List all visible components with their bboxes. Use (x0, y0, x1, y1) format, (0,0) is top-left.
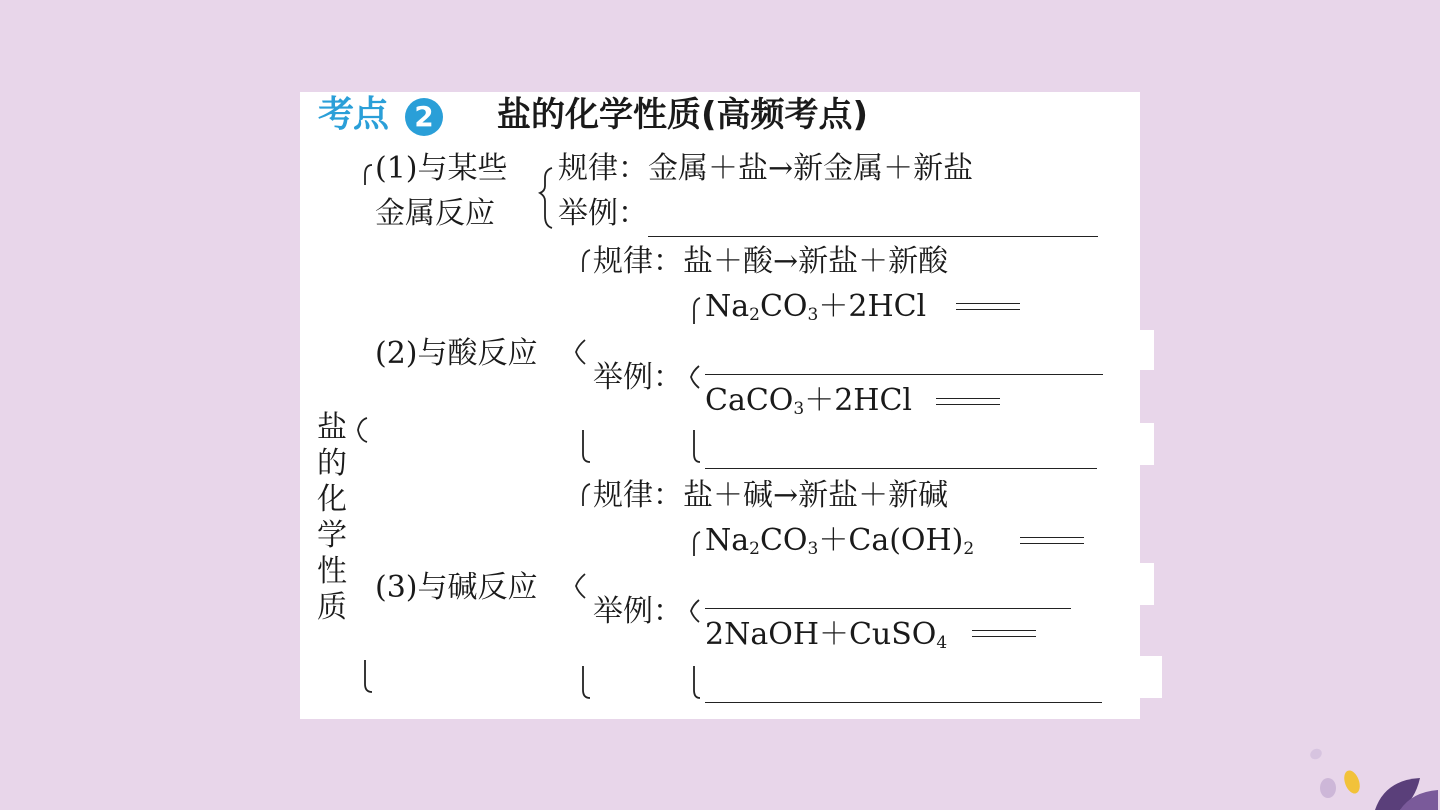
section2-example-brace (691, 366, 699, 388)
section3-example-brace (691, 600, 699, 622)
section1-brace (540, 168, 552, 228)
section2-example2-equals (936, 398, 1000, 405)
section2-example-brace (694, 298, 700, 324)
section1-label-line2: 金属反应 (375, 196, 495, 231)
root-label-char: 的 (317, 446, 347, 481)
root-label-char: 性 (317, 554, 347, 589)
section3-example-brace (694, 532, 700, 556)
section1-label-line1: (1)与某些 (375, 151, 508, 186)
section3-example1-equals (1020, 537, 1084, 544)
section2-example-label: 举例： (593, 360, 683, 395)
section2-brace (583, 250, 590, 272)
section2-example2-blank (705, 468, 1097, 469)
heading-label: 考点 (318, 94, 389, 135)
section2-example-brace (694, 430, 700, 462)
section2-brace (576, 340, 585, 364)
section2-label: (2)与酸反应 (375, 336, 538, 371)
root-label-char: 盐 (317, 410, 347, 445)
heading-title: 盐的化学性质(高频考点) (497, 95, 869, 135)
section3-label: (3)与碱反应 (375, 570, 538, 605)
section2-rule: 规律：盐＋酸→新盐＋新酸 (593, 244, 949, 279)
section3-brace (576, 574, 585, 598)
section3-example2-blank (705, 702, 1102, 703)
root-label-char: 学 (317, 518, 347, 553)
section3-rule: 规律：盐＋碱→新盐＋新碱 (593, 478, 949, 513)
section2-brace (583, 430, 590, 462)
section3-example1-blank (705, 608, 1071, 609)
root-brace (365, 660, 372, 692)
heading-number-badge: 2 (405, 98, 443, 136)
section3-brace (583, 666, 590, 698)
section3-example-label: 举例： (593, 594, 683, 629)
root-label-char: 化 (317, 482, 347, 517)
section2-example1-equation: $Na_2CO_3+2HCl$ (705, 289, 927, 325)
section3-example1-equation: $Na_2CO_3+Ca(OH)_2$ (705, 523, 975, 559)
root-label-char: 质 (317, 590, 347, 625)
section2-example1-equals (956, 303, 1020, 310)
root-brace (358, 418, 367, 442)
section1-answer-blank (648, 236, 1098, 237)
section3-example2-equals (972, 630, 1036, 637)
section1-example-label: 举例： (558, 196, 648, 231)
section1-rule: 规律：金属＋盐→新金属＋新盐 (558, 151, 974, 186)
section2-example2-equation: CaCO$_3$＋2HCl (705, 383, 913, 419)
section3-brace (583, 484, 590, 506)
corner-leaves-decoration (1300, 740, 1440, 810)
section3-example-brace (694, 666, 700, 698)
section3-example2-equation: 2NaOH＋CuSO$_4$ (705, 617, 948, 653)
root-brace (365, 165, 372, 185)
section2-example1-blank (705, 374, 1103, 375)
